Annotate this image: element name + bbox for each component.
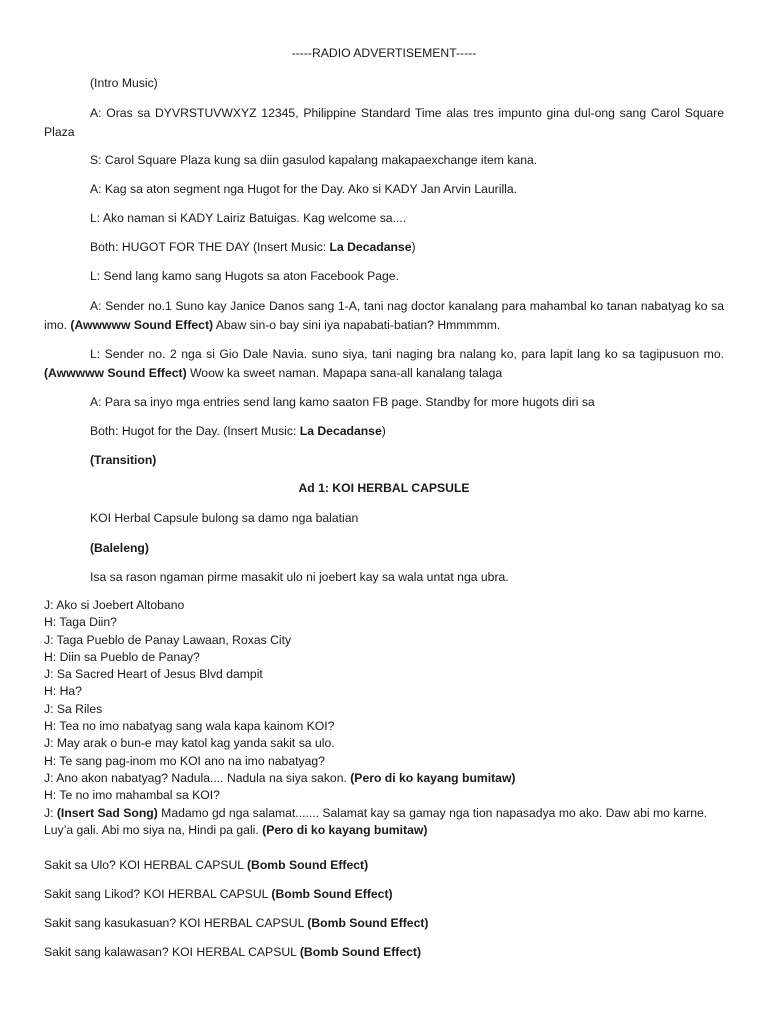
- dialogue-line: J: Taga Pueblo de Panay Lawaan, Roxas City: [44, 632, 292, 647]
- baleleng-cue: (Baleleng): [90, 541, 149, 555]
- dialogue-line: J: (Insert Sad Song) Madamo gd nga salamat....... Salamat kay sa gamay nga tion napasadya mo ako. Daw abi mo karne. Luy’a gali. Abi mo siya na, Hindi pa gali. (Pero di ko kayang bumitaw): [44, 805, 708, 837]
- dialogue-line: H: Tea no imo nabatyag sang wala kapa kainom KOI?: [44, 719, 335, 734]
- dialogue-line: J: Sa Riles: [44, 701, 103, 716]
- paragraph-segment-intro: A: Kag sa aton segment nga Hugot for the Day. Ako si KADY Jan Arvin Laurilla.: [90, 182, 518, 196]
- dialogue-line: H: Ha?: [44, 684, 82, 699]
- paragraph-entries: A: Para sa inyo mga entries send lang kamo saaton FB page. Standby for more hugots diri sa: [90, 395, 595, 409]
- ad-title: Ad 1: KOI HERBAL CAPSULE: [298, 481, 470, 495]
- dialogue-line: H: Taga Diin?: [44, 615, 117, 630]
- tagline-kalawasan: Sakit sang kalawasan? KOI HERBAL CAPSUL (Bomb Sound Effect): [44, 945, 422, 959]
- tagline-kasukasuan: Sakit sang kasukasuan? KOI HERBAL CAPSUL (Bomb Sound Effect): [44, 916, 429, 930]
- ad-tagline: KOI Herbal Capsule bulong sa damo nga balatian: [90, 511, 359, 525]
- paragraph-station-id: A: Oras sa DYVRSTUVWXYZ 12345, Philippine Standard Time alas tres impunto gina dul-ong sang Carol Square Plaza: [44, 106, 724, 139]
- dialogue-line: J: May arak o bun-e may katol kag yanda sakit sa ulo.: [44, 736, 335, 751]
- dialogue-line: J: Ako si Joebert Altobano: [44, 598, 185, 612]
- paragraph-both-hugot: Both: HUGOT FOR THE DAY (Insert Music: La Decadanse): [90, 240, 416, 254]
- dialogue-line: J: Sa Sacred Heart of Jesus Blvd dampit: [44, 667, 263, 682]
- document-title: -----RADIO ADVERTISEMENT-----: [291, 46, 477, 60]
- paragraph-sender-1: A: Sender no.1 Suno kay Janice Danos sang 1-A, tani nag doctor kanalang para mahambal ko tanan nabatyag ko sa imo. (Awwwww Sound Effect) Abaw sin-o bay sini iya napabati-batian? Hmmmmm.: [44, 299, 724, 332]
- paragraph-cohost-intro: L: Ako naman si KADY Lairiz Batuigas. Kag welcome sa....: [90, 211, 407, 225]
- dialogue-line: J: Ano akon nabatyag? Nadula.... Nadula na siya sakon. (Pero di ko kayang bumitaw): [44, 770, 516, 785]
- paragraph-sponsor: S: Carol Square Plaza kung sa diin gasulod kapalang makapaexchange item kana.: [90, 153, 538, 167]
- paragraph-both-outro: Both: Hugot for the Day. (Insert Music: La Decadanse): [90, 424, 386, 438]
- paragraph-sender-2: L: Sender no. 2 nga si Gio Dale Navia. suno siya, tani naging bra nalang ko, para lapit lang ko sa tagipusuon mo. (Awwwww Sound Effect) Woow ka sweet naman. Mapapa sana-all kanalang talaga: [44, 347, 724, 380]
- dialogue-line: H: Te no imo mahambal sa KOI?: [44, 788, 220, 803]
- ad-intro: Isa sa rason ngaman pirme masakit ulo ni joebert kay sa wala untat nga ubra.: [90, 570, 509, 584]
- transition-cue: (Transition): [90, 453, 157, 467]
- tagline-ulo: Sakit sa Ulo? KOI HERBAL CAPSUL (Bomb Sound Effect): [44, 858, 369, 872]
- tagline-likod: Sakit sang Likod? KOI HERBAL CAPSUL (Bomb Sound Effect): [44, 887, 393, 901]
- dialogue-line: H: Te sang pag-inom mo KOI ano na imo nabatyag?: [44, 753, 325, 768]
- dialogue-block: [44, 597, 724, 839]
- dialogue-line: H: Diin sa Pueblo de Panay?: [44, 649, 200, 664]
- paragraph-send-hugots: L: Send lang kamo sang Hugots sa aton Facebook Page.: [90, 269, 399, 283]
- intro-music-cue: (Intro Music): [90, 76, 158, 90]
